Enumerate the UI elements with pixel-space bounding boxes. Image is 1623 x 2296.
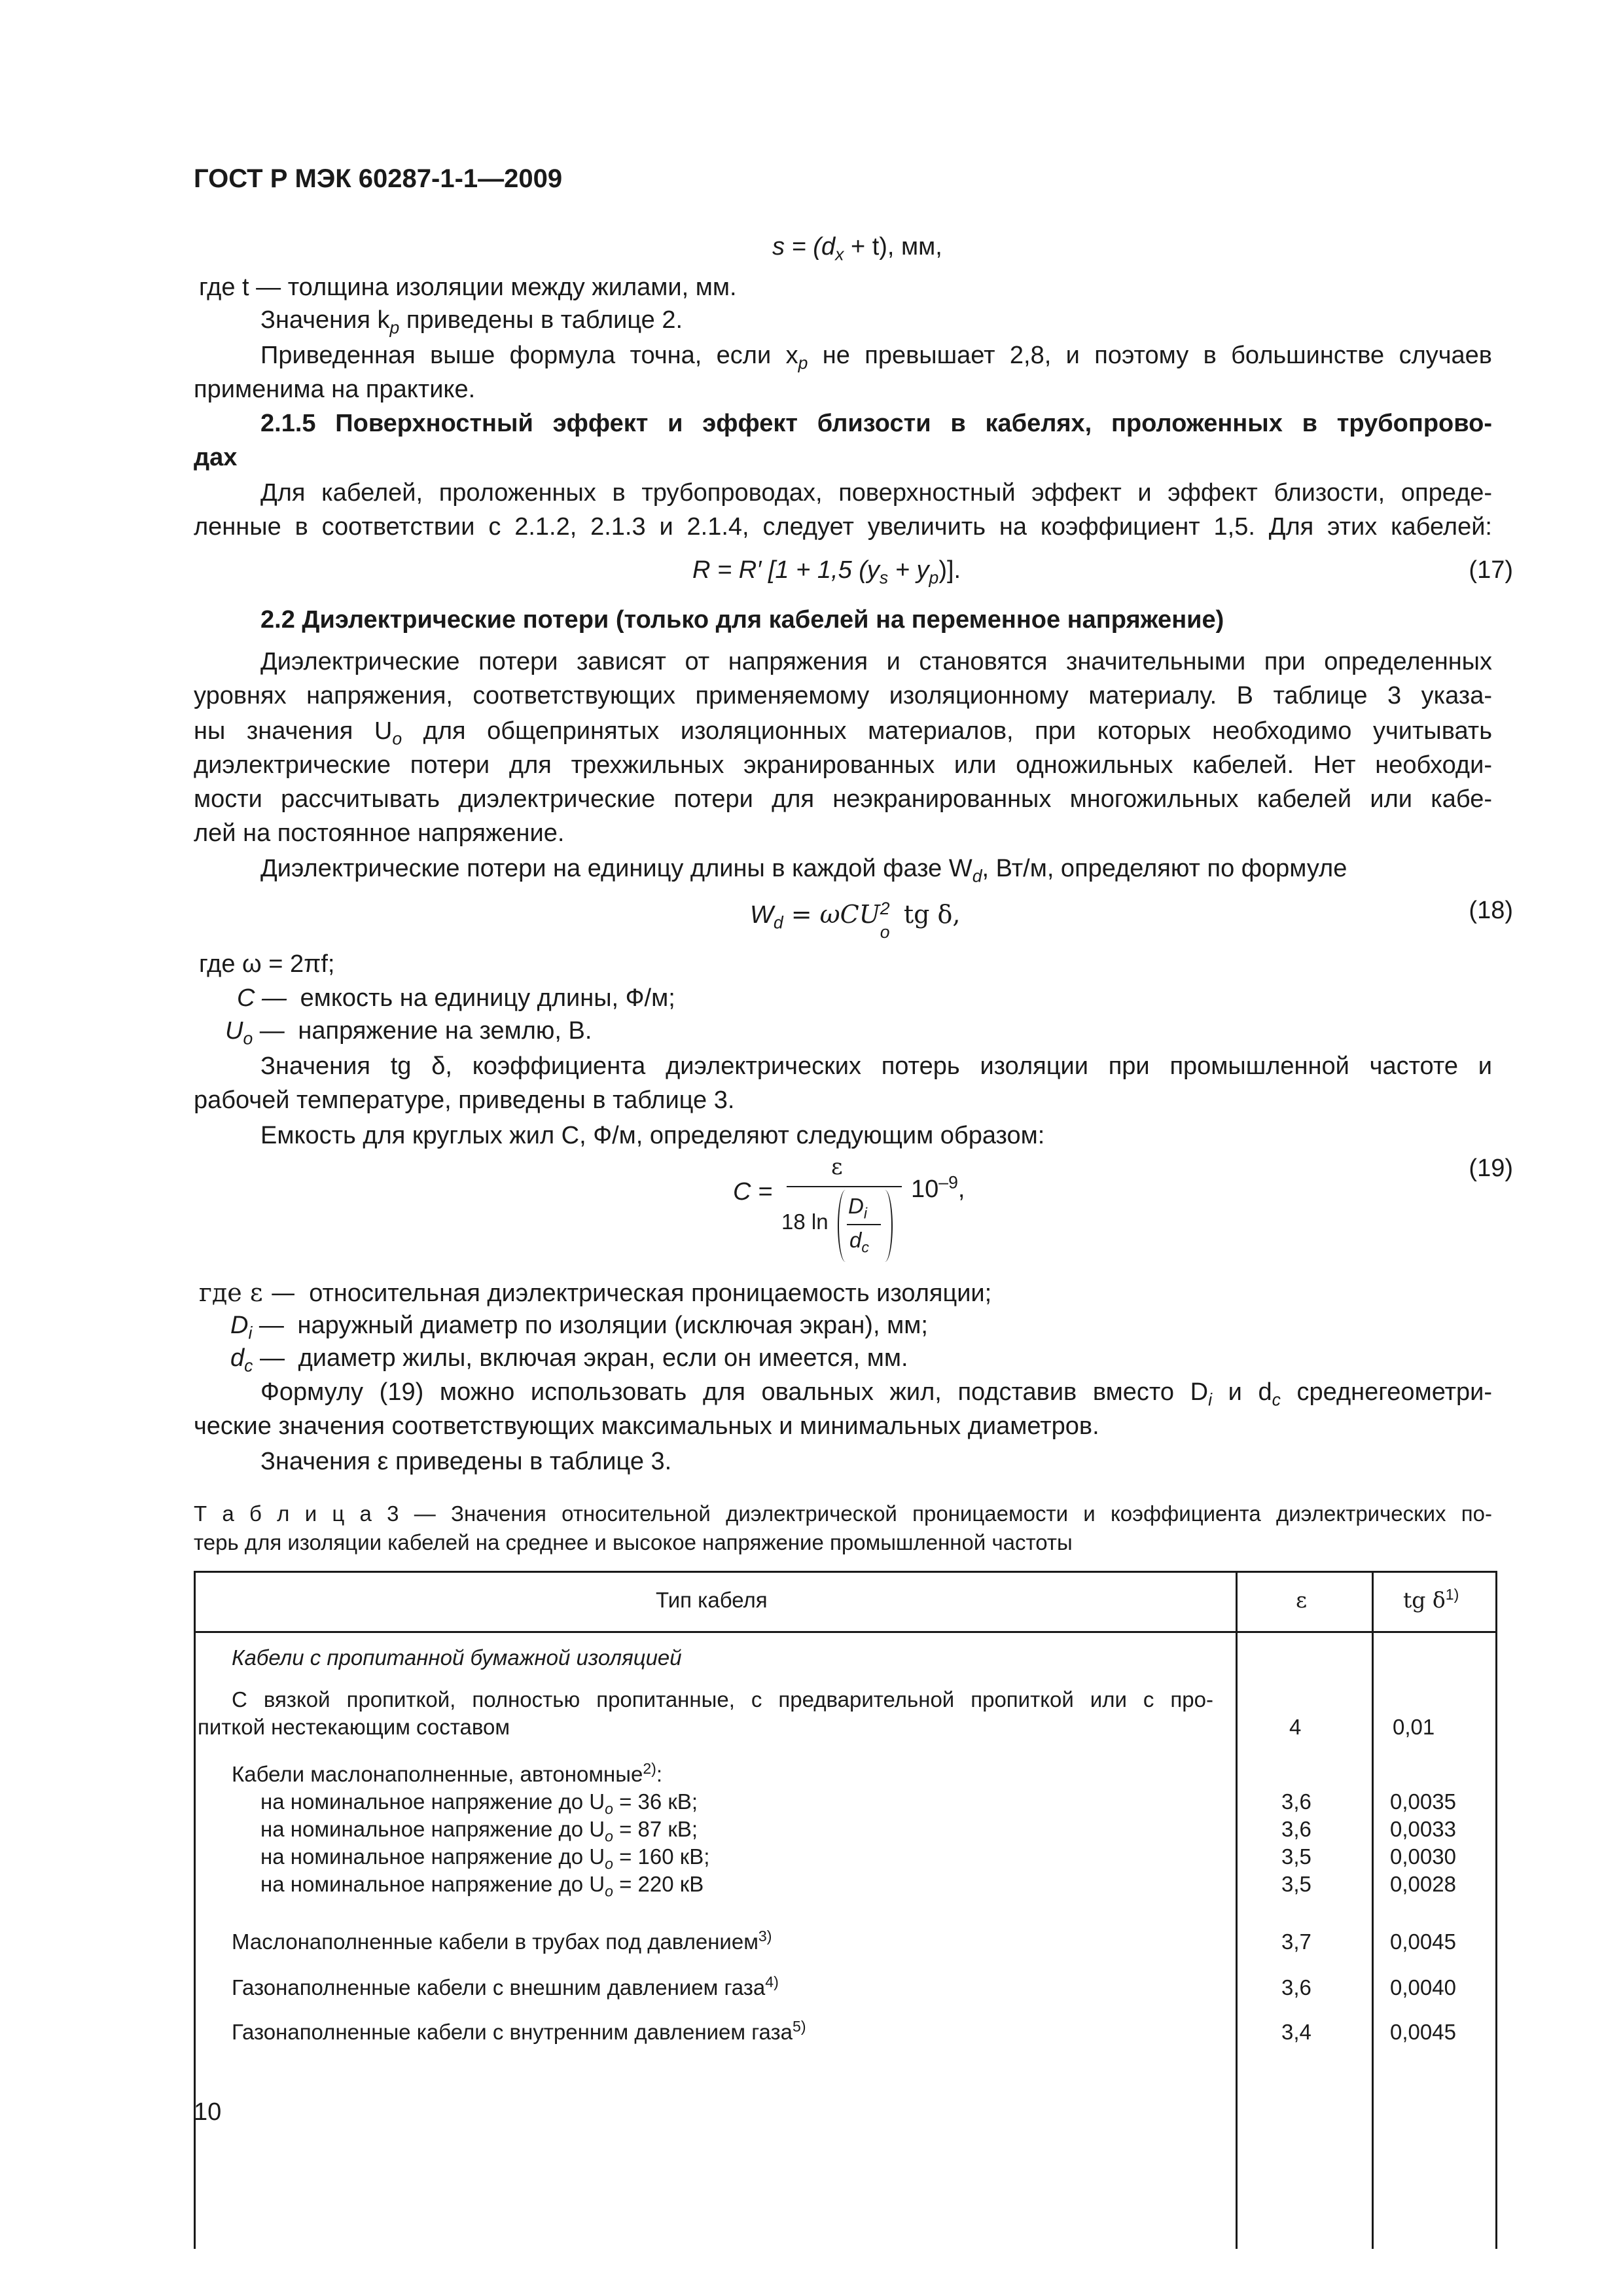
where-dc-sym: d xyxy=(230,1344,245,1372)
table3-row3-text: Маслонаполненные кабели в трубах под давлением xyxy=(232,1929,758,1954)
table3-row2-item-3-rest: = 160 кВ; xyxy=(613,1844,710,1869)
where-di-sym: D xyxy=(230,1312,249,1339)
oval-a: Формулу (19) можно использовать для овальных жил, подставив вместо D xyxy=(260,1378,1209,1406)
table3-row2-item-3-label: на номинальное напряжение до U xyxy=(260,1844,605,1869)
capacitance-intro: Емкость для круглых жил C, Ф/м, определяют следующим образом: xyxy=(260,1122,1045,1149)
table3-row2-item-4-tg: 0,0028 xyxy=(1390,1872,1456,1896)
table3-row3-eps: 3,7 xyxy=(1281,1929,1311,1954)
where-di-sub: i xyxy=(248,1323,253,1343)
where-eps-sym: где ε — xyxy=(199,1278,296,1307)
table3-row2-item-4-sub: o xyxy=(605,1882,613,1900)
table3-row2-item-3 xyxy=(260,1843,709,1871)
formula-19-di-letter: D xyxy=(848,1194,864,1218)
formula-s-prefix: s = (d xyxy=(772,233,836,260)
formula-19-dc xyxy=(849,1227,869,1254)
table3-row2-item-2 xyxy=(260,1816,698,1843)
where-eps-text: относительная диэлектрическая проницаемость изоляции; xyxy=(309,1280,992,1307)
formula-s-suffix: + t), мм, xyxy=(844,233,942,260)
table3-caption-a: Т а б л и ц а 3 — Значения относительной диэлектрической проницаемости и коэффициента диэлектрических по- xyxy=(194,1501,1492,1526)
table3-row2-item-4-rest: = 220 кВ xyxy=(613,1872,704,1896)
table3-row5-sup: 5) xyxy=(793,2018,806,2035)
where-t-line: где t — толщина изоляции между жилами, мм. xyxy=(199,274,737,301)
oval-line-b: ческие значения соответствующих максимальных и минимальных диаметров. xyxy=(194,1412,1099,1440)
table3-row2-item-4-label: на номинальное напряжение до U xyxy=(260,1872,605,1896)
section-215-heading-b: дах xyxy=(194,444,238,471)
oval-mid: и d xyxy=(1212,1378,1272,1406)
table3-row4-sup: 4) xyxy=(765,1973,779,1990)
equation-number-18: (18) xyxy=(1469,897,1513,924)
table3-left-border xyxy=(194,1571,196,2249)
table3-row2-item-1-rest: = 36 кВ; xyxy=(613,1789,698,1814)
table3-row5-eps: 3,4 xyxy=(1281,2020,1311,2044)
table3-row2-item-4 xyxy=(260,1871,704,1898)
where-uo-sub: o xyxy=(243,1028,253,1049)
kp-line-a: Значения k xyxy=(260,306,390,334)
where-uo xyxy=(225,1014,592,1047)
table3-row2-title xyxy=(232,1761,662,1788)
where-c-text: емкость на единицу длины, Ф/м; xyxy=(300,984,675,1012)
section-22-line-6: лей на постоянное напряжение. xyxy=(194,819,565,847)
eps-values-line: Значения ε приведены в таблице 3. xyxy=(260,1448,672,1475)
formula-19-exp: –9 xyxy=(938,1172,958,1193)
section-22-heading: 2.2 Диэлектрические потери (только для кабелей на переменное напряжение) xyxy=(260,606,1224,634)
where-di: $D_i$ — наружный диаметр по изоляции (исключая экран), мм; xyxy=(230,1312,928,1343)
oval-c: c xyxy=(1272,1390,1281,1410)
formula-17-s: s xyxy=(879,567,889,588)
table3-row4-eps: 3,6 xyxy=(1281,1975,1311,2000)
section-22-line-3 xyxy=(194,715,1492,747)
table3-col-divider-1 xyxy=(1236,1571,1238,2249)
table3-row3-tg: 0,0045 xyxy=(1390,1929,1456,1954)
table3-header-tg xyxy=(1403,1587,1459,1614)
where-di-text: наружный диаметр по изоляции (исключая экран), мм; xyxy=(297,1312,928,1339)
equation-number-17: (17) xyxy=(1469,556,1513,584)
where-omega: где ω = 2πf; xyxy=(199,950,335,978)
formula-18-mid: = ωCU xyxy=(783,900,880,929)
table3-row3-sup: 3) xyxy=(758,1928,772,1945)
table3-row2-item-1-tg: 0,0035 xyxy=(1390,1789,1456,1814)
where-uo-dash: — xyxy=(253,1017,285,1045)
tg-line-b: рабочей температуре, приведены в таблице 3. xyxy=(194,1086,735,1114)
table3-row5 xyxy=(232,2018,806,2046)
page-number: 10 xyxy=(194,2098,222,2126)
table3-right-border xyxy=(1495,1571,1497,2249)
formula-19-di xyxy=(848,1193,867,1220)
tg-line-a: Значения tg δ, коэффициента диэлектрических потерь изоляции при промышленной частоте и xyxy=(260,1052,1492,1080)
table3-row5-text: Газонаполненные кабели с внутренним давлением газа xyxy=(232,2020,793,2044)
section-215-heading-a: 2.1.5 Поверхностный эффект и эффект близости в кабелях, проложенных в трубопрово- xyxy=(260,410,1492,437)
table3-row1-tg: 0,01 xyxy=(1393,1715,1435,1739)
formula-s xyxy=(772,230,942,263)
table3-row2-item-2-eps: 3,6 xyxy=(1281,1817,1311,1841)
table3-header-eps: ε xyxy=(1296,1587,1308,1613)
kp-line-sub: p xyxy=(389,317,400,338)
formula-19-numerator: ε xyxy=(831,1154,843,1180)
formula-note-b: не превышает 2,8, и поэтому в большинстве случаев xyxy=(808,342,1492,369)
where-eps xyxy=(199,1276,991,1310)
section-215-body-a: Для кабелей, проложенных в трубопроводах, поверхностный эффект и эффект близости, опреде- xyxy=(260,479,1492,507)
formula-s-sub: x xyxy=(835,244,844,264)
formula-19 xyxy=(726,1152,988,1270)
formula-note-sub: p xyxy=(798,353,808,373)
kp-line-b: приведены в таблице 2. xyxy=(399,306,683,334)
oval-line-a xyxy=(260,1376,1492,1408)
table3-row4 xyxy=(232,1974,779,2001)
table3-row2-title-text: Кабели маслонаполненные, автономные xyxy=(232,1762,643,1786)
wd-intro-a: Диэлектрические потери на единицу длины в каждой фазе W xyxy=(260,855,972,882)
formula-18-sub: d xyxy=(773,912,783,933)
section-22-line-4: диэлектрические потери для трехжильных экранированных или одножильных кабелей. Нет необходи- xyxy=(194,751,1492,779)
table3-caption-b: терь для изоляции кабелей на среднее и высокое напряжение промышленной частоты xyxy=(194,1530,1073,1554)
section-22-line-2: уровнях напряжения, соответствующих применяемому изоляционному материалу. В таблице 3 указа- xyxy=(194,682,1492,709)
formula-note-line xyxy=(260,339,1492,372)
section-22-line-1: Диэлектрические потери зависят от напряжения и становятся значительными при определенных xyxy=(260,648,1492,675)
formula-19-di-sub: i xyxy=(863,1204,867,1222)
formula-17-end: )]. xyxy=(938,556,961,584)
where-dc-text: диаметр жилы, включая экран, если он имеется, мм. xyxy=(298,1344,908,1372)
where-c-sym: C — xyxy=(237,984,287,1012)
where-dc: $d_c$ — диаметр жилы, включая экран, если он имеется, мм. xyxy=(230,1344,908,1376)
table3-row2-item-1-eps: 3,6 xyxy=(1281,1789,1311,1814)
table3-row3 xyxy=(232,1928,772,1956)
table3-row2-item-4-eps: 3,5 xyxy=(1281,1872,1311,1896)
where-uo-sym: U xyxy=(225,1017,243,1045)
table3-col-divider-2 xyxy=(1372,1571,1374,2249)
formula-19-rhs xyxy=(911,1173,965,1206)
table3-header-border xyxy=(194,1631,1497,1633)
table3-row2-item-3-tg: 0,0030 xyxy=(1390,1844,1456,1869)
formula-19-ten: 10 xyxy=(911,1175,939,1203)
formula-19-denominator-ln: 18 ln xyxy=(781,1210,829,1234)
section-22-line-3-b: для общепринятых изоляционных материалов, при которых необходимо учитывать xyxy=(402,717,1492,745)
table3-row2-title-sup: 2) xyxy=(643,1760,656,1777)
formula-18: $W_d = \omega CU$ 2 o tg δ, xyxy=(750,899,961,942)
wd-intro-sub: d xyxy=(972,866,982,886)
section-22-line-5: мости рассчитывать диэлектрические потери для неэкранированных многожильных кабелей или кабе- xyxy=(194,785,1492,813)
table3-row2-title-colon: : xyxy=(656,1762,663,1786)
formula-19-dc-letter: d xyxy=(849,1228,862,1252)
where-c xyxy=(237,982,675,1014)
table3-group-title: Кабели с пропитанной бумажной изоляцией xyxy=(232,1645,682,1670)
formula-19-right-paren xyxy=(877,1190,893,1262)
formula-note-c: применима на практике. xyxy=(194,376,476,403)
table3-row2-item-2-sub: o xyxy=(605,1827,613,1845)
table3-row2-item-1-sub: o xyxy=(605,1800,613,1818)
document-header: ГОСТ Р МЭК 60287-1-1—2009 xyxy=(194,164,563,193)
formula-19-fraction-bar xyxy=(787,1186,902,1187)
formula-17 xyxy=(692,554,961,586)
formula-19-inner-bar xyxy=(847,1224,881,1225)
kp-line xyxy=(260,304,683,336)
oval-i: i xyxy=(1208,1390,1212,1410)
table3-row2-item-2-label: на номинальное напряжение до U xyxy=(260,1817,605,1841)
formula-19-lhs: C = xyxy=(733,1178,773,1206)
table3-header-tg-text: tg δ xyxy=(1403,1587,1446,1613)
formula-17-a: R = R′ [1 + 1,5 (y xyxy=(692,556,880,584)
wd-intro-b: , Вт/м, определяют по формуле xyxy=(982,855,1347,882)
table3-header-tg-sup: 1) xyxy=(1445,1586,1459,1603)
where-dc-sub: c xyxy=(244,1355,253,1376)
table3-header-type: Тип кабеля xyxy=(656,1588,768,1612)
equation-number-19: (19) xyxy=(1469,1155,1513,1182)
section-22-line-3-a: ны значения U xyxy=(194,717,393,745)
formula-note-a: Приведенная выше формула точна, если x xyxy=(260,342,798,369)
formula-19-dc-sub: c xyxy=(861,1238,869,1256)
formula-17-mid: + y xyxy=(888,556,929,584)
oval-end: среднегеометри- xyxy=(1280,1378,1492,1406)
table3-row2-item-1-label: на номинальное напряжение до U xyxy=(260,1789,605,1814)
table3-row1-b: питкой нестекающим составом xyxy=(198,1715,510,1739)
table3-row5-tg: 0,0045 xyxy=(1390,2020,1456,2044)
formula-19-comma: , xyxy=(957,1175,965,1203)
table3-row2-item-3-eps: 3,5 xyxy=(1281,1844,1311,1869)
section-215-body-b: ленные в соответствии с 2.1.2, 2.1.3 и 2.1.4, следует увеличить на коэффициент 1,5. Для этих кабелей: xyxy=(194,513,1492,541)
section-22-line-3-sub: о xyxy=(392,728,402,749)
table3-row2-item-3-sub: o xyxy=(605,1855,613,1873)
table3-top-border xyxy=(194,1571,1497,1573)
table3-row1-a: С вязкой пропиткой, полностью пропитанные, с предварительной пропиткой или с про- xyxy=(232,1687,1213,1712)
table3-row1-eps: 4 xyxy=(1289,1715,1302,1739)
wd-intro xyxy=(260,852,1347,885)
formula-18-end: tg δ, xyxy=(895,900,961,929)
where-uo-text: напряжение на землю, В. xyxy=(298,1017,592,1045)
table3-row4-tg: 0,0040 xyxy=(1390,1975,1456,2000)
formula-17-p: p xyxy=(929,567,939,588)
table3-row2-item-2-tg: 0,0033 xyxy=(1390,1817,1456,1841)
table3-row2-item-2-rest: = 87 кВ; xyxy=(613,1817,698,1841)
table3-row2-item-1 xyxy=(260,1788,698,1816)
formula-18-w: W xyxy=(750,901,774,929)
table3-row4-text: Газонаполненные кабели с внешним давлением газа xyxy=(232,1975,766,2000)
